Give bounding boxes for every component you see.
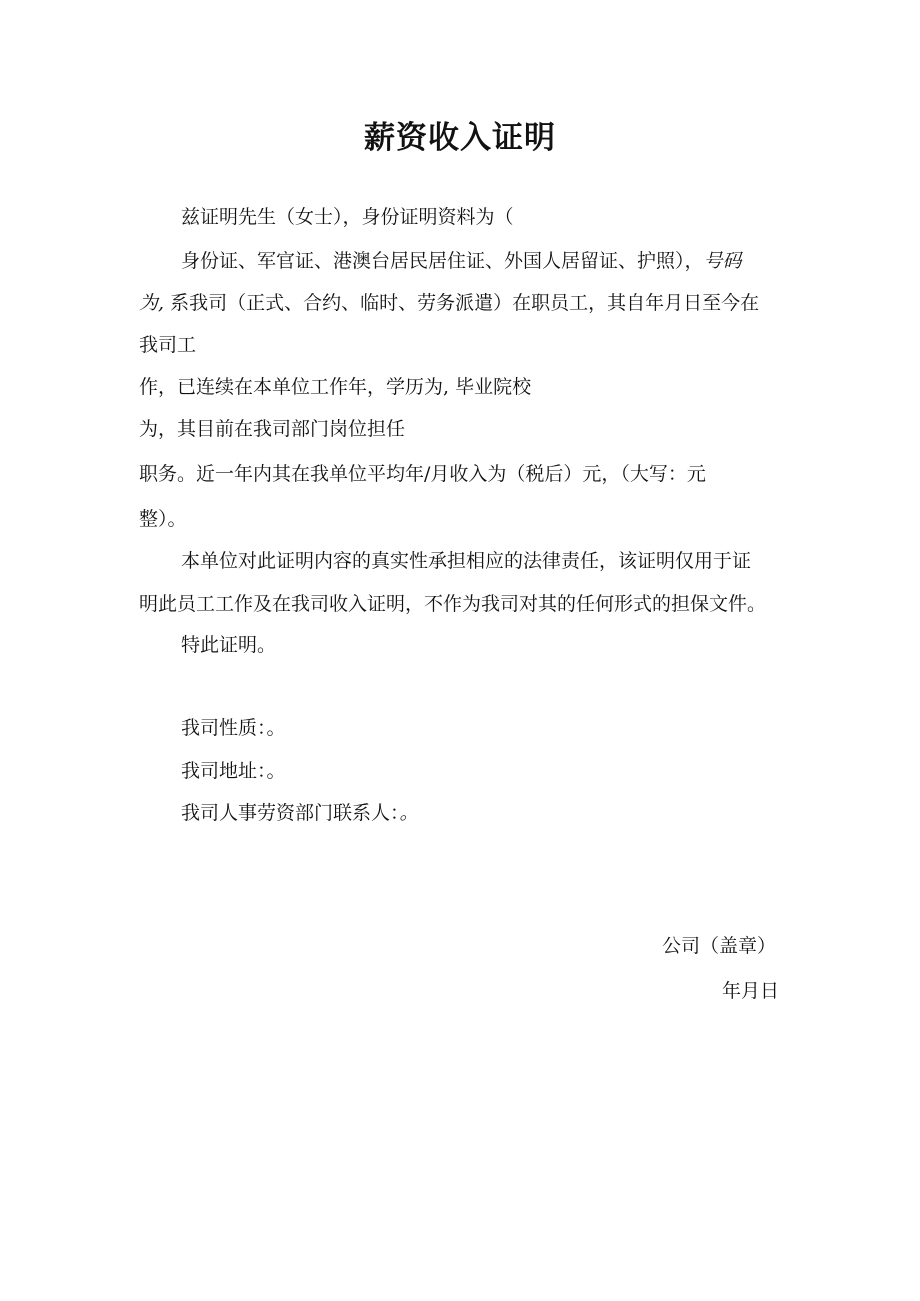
- paragraph1-line4: 我司工: [139, 334, 197, 356]
- paragraph1-line5: 作，已连续在本单位工作年，学历为, 毕业院校: [139, 376, 532, 398]
- paragraph1-line2-text: 身份证、军官证、港澳台居民居住证、外国人居留证、护照），: [181, 250, 704, 272]
- hr-contact-label: 我司人事劳资部门联系人：: [181, 802, 400, 824]
- id-number-label: 号码: [703, 250, 742, 272]
- paragraph1-line8: 整）。: [139, 508, 187, 530]
- paragraph2-line1: 本单位对此证明内容的真实性承担相应的法律责任，该证明仅用于证: [181, 550, 752, 572]
- paragraph1-line6: 为，其目前在我司部门岗位担任: [139, 418, 406, 440]
- document-title: 薪资收入证明: [364, 120, 556, 156]
- hr-contact-end: 。: [399, 802, 419, 824]
- company-address: 我司地址：。: [181, 760, 286, 782]
- paragraph1-line2: [181, 248, 742, 274]
- paragraph1-line7: 职务。近一年内其在我单位平均年/月收入为（税后）元，（大写：元: [139, 463, 706, 485]
- paragraph2-line2: 明此员工工作及在我司收入证明，不作为我司对其的任何形式的担保文件。: [139, 593, 767, 615]
- paragraph1-line1: 兹证明先生（女士），身份证明资料为（: [181, 206, 514, 228]
- company-nature: 我司性质：。: [181, 717, 286, 739]
- signature-date: 年月日: [722, 980, 780, 1002]
- id-number-label-cont: 为,: [139, 292, 165, 314]
- closing-statement: 特此证明。: [181, 634, 277, 656]
- hr-contact: [181, 800, 419, 826]
- company-seal: 公司（盖章）: [662, 935, 777, 957]
- paragraph1-line3-text: 系我司（正式、合约、临时、劳务派遣）在职员工，其自年月日至今在: [164, 292, 760, 314]
- paragraph1-line3: [139, 290, 759, 316]
